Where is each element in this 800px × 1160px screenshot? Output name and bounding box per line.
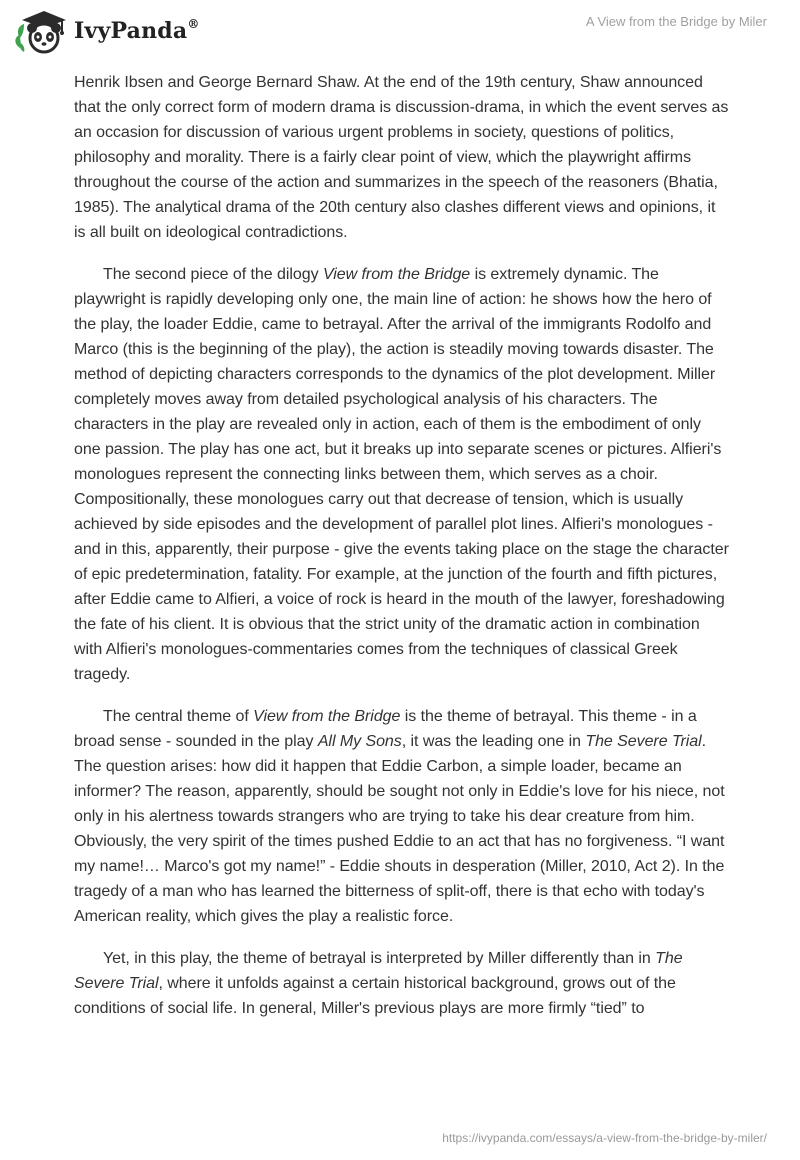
play-title: View from the Bridge xyxy=(253,708,401,725)
paragraph-1: Henrik Ibsen and George Bernard Shaw. At the end of the 19th century, Shaw announced that the only correct form of modern drama is discussion-drama, in which the event serves as an occasion for discussion of various urgent problems in society, questions of politics, philosophy and morality. There is a fairly clear point of view, which the playwright affirms throughout the course of the action and summarizes in the speech of the reasoners (Bhatia, 1985). The analytical drama of the 20th century also clashes different views and opinions, it is all built on ideological contradictions. xyxy=(74,74,729,241)
paragraph-4: Yet, in this play, the theme of betrayal is interpreted by Miller differently than in The Severe Trial, where it unfolds against a certain historical background, grows out of the conditions of social life. In general, Miller's previous plays are more firmly “tied” to xyxy=(74,950,683,1017)
page-header xyxy=(0,0,800,64)
play-title: View from the Bridge xyxy=(322,266,471,283)
registered-mark: ® xyxy=(187,16,200,31)
paragraph-2: The second piece of the dilogy View from the Bridge is extremely dynamic. The playwright is rapidly developing only one, the main line of action: he shows how the hero of the play, the loader Eddie, came to betrayal. After the arrival of the immigrants Rodolfo and Marco (this is the beginning of the play), the action is steadily moving towards disaster. The method of depicting characters corresponds to the dynamics of the plot development. Miller completely moves away from detailed psychological analysis of his characters. The characters in the play are revealed only in action, each of them is the embodiment of only one passion. The play has one act, but it breaks up into separate scenes or pictures. Alfieri's monologues represent the connecting links between them, which serves as a choir. Compositionally, these monologues carry out that decrease of tension, which is usually achieved by side episodes and the development of parallel plot lines. Alfieri's monologues - and in this, apparently, their purpose - give the events taking place on the stage the character of epic predetermination, fatality. For example, at the junction of the fourth and fifth pictures, after Eddie came to Alfieri, a voice of rock is heard in the mouth of the lawyer, foreshadowing the fate of his client. It is obvious that the strict unity of the dramatic action in combination with Alfieri's monologues-commentaries comes from the techniques of classical Greek tragedy. xyxy=(74,266,729,683)
document-title: A View from the Bridge by Miler xyxy=(585,14,767,29)
play-title: The Severe Trial xyxy=(585,733,702,750)
essay-body xyxy=(74,70,730,1038)
ivypanda-logo[interactable] xyxy=(14,8,200,56)
play-title: The Severe Trial xyxy=(74,950,683,992)
source-url[interactable]: https://ivypanda.com/essays/a-view-from-the-bridge-by-miler/ xyxy=(442,1131,767,1145)
brand-name: IvyPanda® xyxy=(74,16,200,44)
paragraph-3: The central theme of View from the Bridge is the theme of betrayal. This theme - in a broad sense - sounded in the play All My Sons, it was the leading one in The Severe Trial. The question arises: how did it happen that Eddie Carbon, a simple loader, became an informer? The reason, apparently, should be sought not only in Eddie's love for his niece, not only in his alertness towards strangers who are trying to take his dear creature from him. Obviously, the very spirit of the times pushed Eddie to an act that has no forgiveness. “I want my name!… Marco's got my name!” - Eddie shouts in desperation (Miller, 2010, Act 2). In the tragedy of a man who has learned the bitterness of split-off, there is that echo with today's American reality, which gives the play a realistic force. xyxy=(74,708,725,925)
play-title: All My Sons xyxy=(317,733,402,750)
panda-graduate-icon xyxy=(14,8,68,56)
